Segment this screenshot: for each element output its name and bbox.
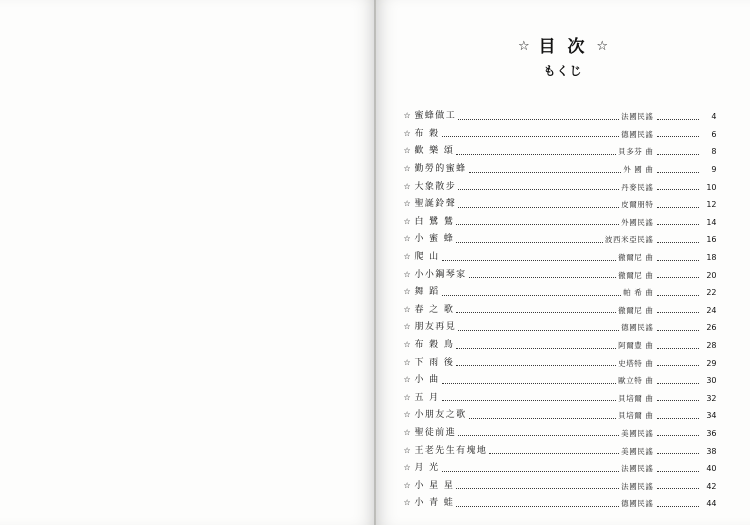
toc-leader-tail (657, 166, 699, 173)
list-item[interactable] (404, 193, 717, 211)
toc-leader-tail (657, 201, 699, 208)
toc-composer: 法國民謠 (621, 464, 654, 474)
toc-composer: 貝多芬 曲 (618, 147, 654, 157)
toc-composer: 美國民謠 (621, 428, 654, 438)
toc-leader (469, 412, 617, 419)
list-item[interactable] (404, 474, 717, 492)
list-item[interactable] (404, 263, 717, 281)
toc-leader (456, 342, 616, 349)
star-bullet-icon: ☆ (403, 392, 411, 402)
toc-song-title: 布 穀 鳥 (414, 340, 455, 350)
toc-leader (458, 429, 619, 436)
list-item[interactable] (404, 421, 717, 439)
star-bullet-icon: ☆ (403, 340, 411, 349)
list-item[interactable] (404, 404, 717, 422)
toc-song-title: 勤勞的蜜蜂 (414, 164, 467, 175)
toc-leader-tail (657, 218, 699, 225)
toc-page-number: 4 (711, 112, 717, 122)
toc-page-number: 30 (706, 376, 717, 386)
star-bullet-icon: ☆ (403, 111, 411, 121)
toc-composer: 法國民謠 (621, 481, 654, 491)
list-item[interactable] (404, 351, 717, 369)
star-bullet-icon: ☆ (403, 181, 411, 191)
toc-song-title: 小 蜜 蜂 (414, 234, 455, 245)
toc-song-title: 朋友再見 (414, 322, 457, 333)
toc-leader (456, 236, 603, 243)
toc-composer: 皮爾朋特 (621, 200, 654, 210)
star-bullet-icon: ☆ (403, 269, 411, 279)
toc-composer: 阿爾豊 曲 (618, 341, 654, 350)
list-item[interactable] (404, 210, 717, 228)
toc-page-number: 32 (706, 393, 717, 403)
toc-page-number: 26 (706, 323, 717, 333)
toc-leader-tail (657, 447, 699, 454)
toc-page-number: 12 (706, 200, 717, 210)
toc-composer: 歐立特 曲 (618, 376, 654, 386)
toc-leader-tail (657, 342, 699, 349)
toc-page-number: 10 (706, 182, 717, 192)
toc-leader (458, 201, 619, 208)
toc-leader (442, 377, 617, 384)
toc-leader-tail (657, 465, 699, 472)
star-bullet-icon: ☆ (403, 445, 411, 455)
toc-leader-tail (657, 130, 699, 137)
toc-composer: 史塔特 曲 (618, 358, 654, 368)
list-item[interactable] (404, 228, 717, 246)
list-item[interactable] (404, 157, 717, 175)
toc-leader-tail (657, 377, 699, 384)
toc-leader-tail (657, 236, 699, 243)
toc-leader (442, 130, 620, 137)
toc-song-title: 聖徒前進 (414, 427, 457, 438)
toc-composer: 德國民謠 (621, 323, 654, 333)
toc-song-title: 小 曲 (414, 375, 440, 386)
toc-page-number: 14 (706, 217, 717, 227)
toc-page-number: 20 (706, 270, 717, 280)
toc-leader-tail (657, 482, 699, 489)
star-bullet-icon: ☆ (403, 234, 411, 244)
list-item[interactable] (404, 245, 717, 263)
toc-page-number: 8 (711, 147, 717, 157)
toc-page-number: 40 (706, 464, 717, 474)
toc-page-number: 18 (706, 253, 717, 263)
toc-composer: 外國民謠 (621, 217, 654, 227)
toc-composer: 丹麥民謠 (621, 182, 654, 192)
star-bullet-icon: ☆ (403, 164, 411, 174)
toc-leader-tail (657, 271, 699, 278)
star-bullet-icon: ☆ (403, 304, 411, 314)
list-item[interactable] (404, 386, 717, 404)
toc-composer: 貝培爾 曲 (618, 411, 654, 421)
toc-content (376, 0, 750, 525)
toc-page-number: 42 (706, 481, 717, 491)
toc-leader (489, 447, 619, 454)
toc-leader-tail (657, 394, 699, 401)
list-item[interactable] (404, 333, 717, 351)
toc-composer: 波西米亞民謠 (604, 235, 654, 245)
toc-composer: 德國民謠 (621, 499, 654, 509)
toc-leader-tail (657, 183, 699, 190)
star-bullet-icon: ☆ (403, 410, 411, 420)
toc-composer: 美國民謠 (621, 446, 654, 456)
toc-leader (456, 359, 616, 366)
toc-song-title: 大象散步 (414, 181, 457, 192)
toc-song-title: 爬 山 (414, 252, 440, 263)
star-bullet-icon: ☆ (403, 463, 411, 473)
toc-song-title: 舞 蹈 (414, 287, 440, 298)
list-item[interactable] (404, 316, 717, 334)
toc-composer: 法國民謠 (621, 112, 654, 122)
toc-page-number: 22 (706, 288, 717, 298)
toc-composer: 徹爾尼 曲 (618, 253, 654, 263)
toc-leader (456, 306, 616, 313)
toc-leader-tail (657, 148, 699, 155)
toc-song-title: 下 雨 後 (414, 357, 455, 368)
star-bullet-icon: ☆ (403, 287, 411, 297)
star-bullet-icon: ☆ (403, 498, 411, 508)
toc-composer: 帕 希 曲 (623, 288, 654, 298)
toc-leader (458, 113, 619, 120)
star-bullet-icon: ☆ (403, 427, 411, 437)
right-toc-page (376, 0, 750, 525)
toc-song-title: 蜜蜂做工 (414, 111, 457, 122)
toc-leader-tail (657, 429, 699, 436)
toc-leader-tail (657, 254, 699, 261)
star-bullet-icon: ☆ (403, 322, 411, 332)
list-item[interactable] (404, 105, 717, 123)
toc-leader (469, 166, 622, 173)
toc-page-number: 24 (706, 305, 717, 315)
toc-leader (442, 394, 617, 401)
star-right-icon: ☆ (596, 39, 609, 54)
toc-page-number: 6 (711, 129, 717, 139)
toc-leader (442, 254, 617, 261)
toc-leader-tail (657, 113, 699, 120)
toc-song-title: 小小鋼琴家 (414, 269, 467, 280)
page-title (376, 38, 750, 57)
toc-page-number: 34 (706, 411, 717, 421)
toc-song-title: 白 鷺 鷥 (414, 216, 455, 227)
toc-song-title: 五 月 (414, 392, 440, 403)
list-item[interactable] (404, 369, 717, 387)
toc-leader (456, 148, 616, 155)
toc-composer: 外 國 曲 (623, 165, 654, 175)
toc-song-title: 小朋友之歌 (414, 410, 467, 421)
toc-page-number: 9 (711, 165, 717, 175)
toc-composer: 德國民謠 (621, 129, 654, 139)
star-bullet-icon: ☆ (403, 128, 411, 138)
toc-leader (456, 218, 619, 225)
toc-song-title: 布 穀 (414, 128, 440, 139)
page-title-text: 目 次 (538, 37, 588, 57)
toc-leader (456, 482, 619, 489)
toc-composer: 徹爾尼 曲 (618, 270, 654, 280)
toc-leader-tail (657, 324, 699, 331)
toc-song-title: 歡 樂 頌 (414, 146, 455, 157)
toc-leader (442, 465, 620, 472)
toc-leader-tail (657, 359, 699, 366)
star-bullet-icon: ☆ (403, 375, 411, 385)
toc-song-title: 月 光 (414, 463, 440, 474)
toc-composer: 徹爾尼 曲 (618, 305, 654, 315)
toc-page-number: 44 (706, 499, 717, 509)
toc-page-number: 38 (706, 446, 717, 456)
toc-leader-tail (657, 306, 699, 313)
star-bullet-icon: ☆ (403, 252, 411, 262)
list-item[interactable] (404, 457, 717, 475)
toc-song-title: 王老先生有塊地 (414, 445, 488, 456)
star-bullet-icon: ☆ (403, 146, 411, 156)
list-item[interactable] (404, 175, 717, 193)
page-subtitle: もくじ (543, 63, 583, 78)
toc-leader (456, 500, 619, 507)
toc-song-title: 聖誕鈴聲 (414, 199, 457, 210)
toc-leader-tail (657, 500, 699, 507)
toc-leader-tail (657, 412, 699, 419)
toc-title-block (376, 38, 750, 79)
list-item[interactable] (404, 439, 717, 457)
toc-leader-tail (657, 289, 699, 296)
toc-song-title: 小 青 蛙 (414, 498, 455, 509)
list-item[interactable] (404, 298, 717, 316)
toc-page-number: 28 (706, 341, 717, 350)
toc-song-title: 春 之 歌 (414, 304, 455, 315)
toc-list (376, 105, 750, 510)
toc-leader (442, 289, 622, 296)
star-bullet-icon: ☆ (403, 357, 411, 367)
toc-song-title: 小 星 星 (414, 480, 455, 491)
list-item[interactable] (404, 140, 717, 158)
star-bullet-icon: ☆ (403, 199, 411, 209)
toc-page-number: 16 (706, 235, 717, 245)
toc-leader (458, 183, 619, 190)
star-left-icon: ☆ (517, 39, 530, 54)
toc-composer: 貝培爾 曲 (618, 393, 654, 403)
star-bullet-icon: ☆ (403, 480, 411, 490)
list-item[interactable] (404, 492, 717, 510)
toc-page-number: 36 (706, 428, 717, 438)
toc-leader (458, 324, 619, 331)
list-item[interactable] (404, 281, 717, 299)
list-item[interactable] (404, 122, 717, 140)
toc-leader (469, 271, 617, 278)
star-bullet-icon: ☆ (403, 216, 411, 226)
toc-page-number: 29 (706, 358, 717, 368)
